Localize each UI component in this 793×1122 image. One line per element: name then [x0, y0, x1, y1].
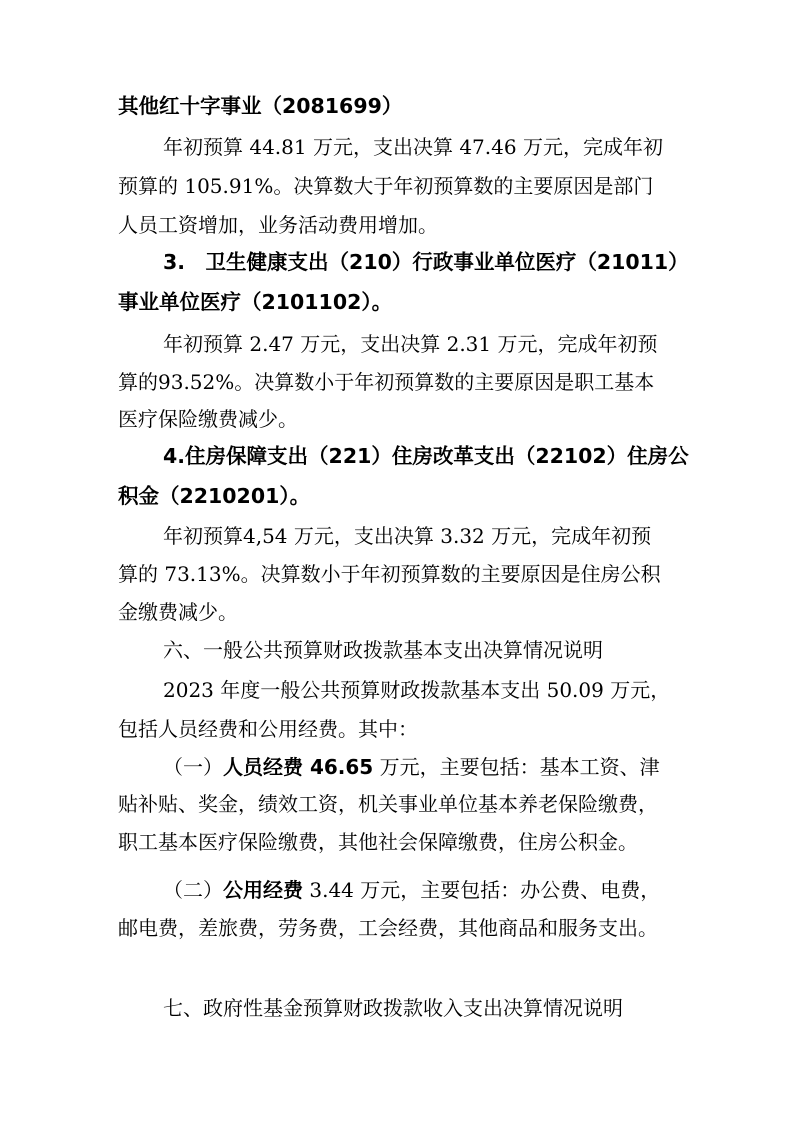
heading-health-cont: 事业单位医疗（2101102）。 [118, 290, 393, 314]
public-expense-label: 公用经费 [223, 878, 303, 902]
heading-housing-cont: 积金（2210201）。 [118, 484, 311, 508]
paragraph-line: 贴补贴、奖金，绩效工资，机关事业单位基本养老保险缴费， [118, 792, 658, 816]
heading-health: 3. 卫生健康支出（210）行政事业单位医疗（21011） [163, 250, 689, 274]
sub-heading-other-redcross: 其他红十字事业（2081699） [118, 94, 403, 118]
paragraph-line: 职工基本医疗保险缴费，其他社会保障缴费，住房公积金。 [118, 830, 638, 854]
personnel-expense-line [163, 753, 660, 781]
paragraph-line: 预算的 105.91%。决算数大于年初预算数的主要原因是部门 [118, 174, 654, 198]
paragraph-line: 年初预算 44.81 万元，支出决算 47.46 万元，完成年初 [163, 135, 663, 159]
paragraph-line: 年初预算 2.47 万元，支出决算 2.31 万元，完成年初预 [163, 332, 658, 356]
paragraph-line: 算的93.52%。决算数小于年初预算数的主要原因是职工基本 [118, 370, 655, 394]
list-prefix: （一） [163, 755, 223, 779]
paragraph-line: 年初预算4,54 万元，支出决算 3.32 万元，完成年初预 [163, 524, 652, 548]
paragraph-line: 包括人员经费和公用经费。其中： [118, 717, 418, 741]
heading-housing: 4.住房保障支出（221）住房改革支出（22102）住房公 [163, 444, 689, 468]
paragraph-line: 医疗保险缴费减少。 [118, 407, 298, 431]
public-expense-line [163, 876, 660, 904]
personnel-expense-text: 万元，主要包括：基本工资、津 [373, 755, 660, 779]
section-six-title: 六、一般公共预算财政拨款基本支出决算情况说明 [163, 638, 603, 662]
public-expense-text: 3.44 万元，主要包括：办公费、电费， [303, 878, 661, 902]
paragraph-line: 算的 73.13%。决算数小于年初预算数的主要原因是住房公积 [118, 562, 661, 586]
list-prefix: （二） [163, 878, 223, 902]
paragraph-line: 人员工资增加，业务活动费用增加。 [118, 213, 438, 237]
section-seven-title: 七、政府性基金预算财政拨款收入支出决算情况说明 [163, 996, 623, 1020]
paragraph-line: 2023 年度一般公共预算财政拨款基本支出 50.09 万元， [163, 678, 671, 702]
paragraph-line: 金缴费减少。 [118, 600, 238, 624]
paragraph-line: 邮电费，差旅费，劳务费，工会经费，其他商品和服务支出。 [118, 916, 658, 940]
personnel-expense-label: 人员经费 46.65 [223, 755, 374, 779]
